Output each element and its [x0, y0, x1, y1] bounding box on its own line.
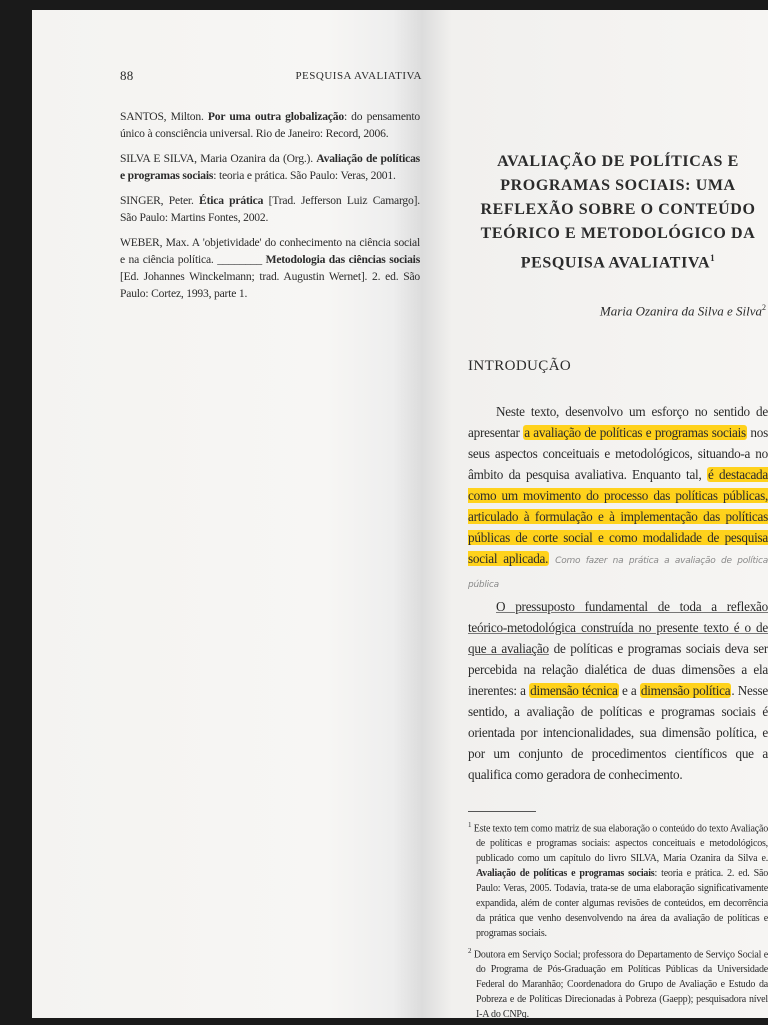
highlighted-text: dimensão política: [640, 682, 731, 698]
reference-list: [92, 108, 422, 302]
scanned-book-spread: [32, 10, 768, 1021]
section-heading: INTRODUÇÃO: [468, 357, 572, 374]
highlighted-text: dimensão técnica: [530, 682, 618, 698]
title-footnote-marker: 1: [710, 253, 716, 263]
handwritten-note: Como fazer na prática a avaliação de política pública: [468, 555, 768, 590]
reference-entry: SANTOS, Milton. Por uma outra globalização: do pensamento único à consciência universal. Rio de Janeiro: Record, 2006.: [120, 110, 420, 140]
highlighted-text: é destacada como um movimento do processo das políticas públicas, articulado à formulação e à implementação das políticas públicas de corte social e como modalidade de pesquisa social aplicada.: [468, 466, 768, 566]
footnote-divider: [468, 811, 536, 812]
reference-entry: SILVA E SILVA, Maria Ozanira da (Org.). Avaliação de políticas e programas sociais: teoria e prática. São Paulo: Veras, 2001.: [120, 152, 420, 182]
highlighted-text: a avaliação de políticas e programas sociais: [524, 424, 746, 440]
footnote: $^1$ Este texto tem como matriz de sua elaboração o conteúdo do texto Avaliação de políticas e programas sociais: aspectos conceituais e metodológicos, publicado como um capítulo do livro SILVA, Maria Ozanira da Silva e. Avaliação de políticas e programas sociais: teoria e prática. 2. ed. São Paulo: Veras, 2005. Todavia, trata-se de uma elaboração significativamente expandida, além de conter algumas revisões de conteúdos, em decorrência da prática que venho desenvolvendo na área da avaliação de políticas e programas sociais.: [468, 820, 768, 939]
reference-entry: WEBER, Max. A 'objetividade' do conhecimento na ciência social e na ciência política. ________ Metodologia das ciências sociais [Ed. Johannes Winckelmann; trad. Augustin Wernet]. 2. ed. São Paulo: Cortez, 1993, parte 1.: [120, 236, 421, 300]
right-page: [468, 150, 768, 1025]
footnote: $^2$ Doutora em Serviço Social; professora do Departamento de Serviço Social e do Programa de Pós-Graduação em Políticas Públicas da Universidade Federal do Maranhão; Coordenadora do Grupo de Avaliação e Estudo da Pobreza e de Políticas Direcionadas à Pobreza (Gaepp); pesquisadora nível I-A do CNPq.: [468, 946, 768, 1021]
article-title: AVALIAÇÃO DE POLÍTICAS E PROGRAMAS SOCIAIS: UMA REFLEXÃO SOBRE O CONTEÚDO TEÓRICO E METODOLÓGICO DA PESQUISA AVALIATIVA$^1$: [480, 153, 756, 272]
paragraph-2: O pressuposto fundamental de toda a reflexão teórico-metodológica construída no presente texto é o de que a avaliação de políticas e programas sociais deva ser percebida na relação dialética de duas dimensões a ela inerentes: a dimensão técnica e a dimensão política. Nesse sentido, a avaliação de políticas e programas sociais é orientada por intencionalidades, sua dimensão política, e por um conjunto de procedimentos científicos que a qualifica como geradora de conhecimento.: [468, 598, 768, 782]
author-footnote-marker: 2: [762, 303, 766, 313]
body-text: [468, 401, 768, 785]
author-name: Maria Ozanira da Silva e Silva$^2$: [599, 303, 766, 319]
page-number: 88: [120, 68, 134, 83]
left-page: [92, 60, 422, 310]
left-running-header: [92, 60, 422, 86]
running-head-title: PESQUISA AVALIATIVA: [295, 70, 422, 82]
underlined-text: O pressuposto fundamental de toda a reflexão teórico-metodológica construída no presente texto é o de que a avaliação: [468, 598, 768, 656]
paragraph-1: Neste texto, desenvolvo um esforço no sentido de apresentar a avaliação de políticas e programas sociais nos seus aspectos conceituais e metodológicos, situando-a no âmbito da pesquisa avaliativa. Enquanto tal, é destacada como um movimento do processo das políticas públicas, articulado à formulação e à implementação das políticas públicas de corte social e como modalidade de pesquisa social aplicada. Como fazer na prática a avaliação de política pública: [468, 403, 768, 590]
footnotes: [468, 818, 768, 1023]
reference-entry: SINGER, Peter. Ética prática [Trad. Jefferson Luiz Camargo]. São Paulo: Martins Fontes, 2002.: [120, 194, 420, 224]
